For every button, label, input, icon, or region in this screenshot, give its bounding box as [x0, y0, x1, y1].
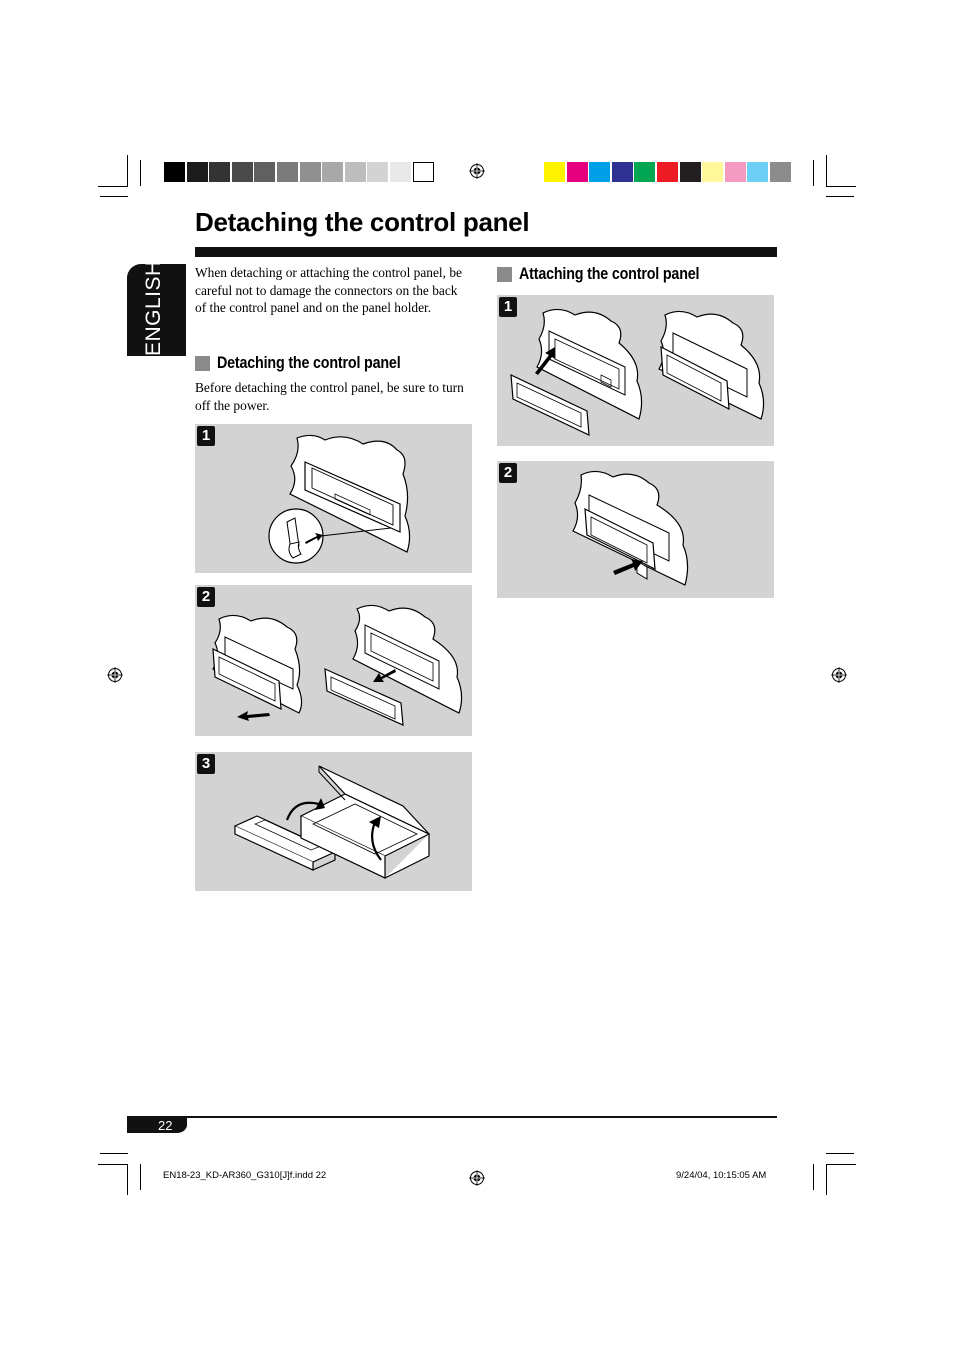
crop-mark — [98, 186, 128, 187]
footer-rule — [127, 1116, 777, 1118]
color-swatch — [589, 162, 610, 182]
attach-step-1-drawing — [497, 295, 774, 446]
crop-mark — [140, 1164, 141, 1190]
timestamp: 9/24/04, 10:15:05 AM — [676, 1170, 767, 1181]
attaching-heading — [497, 263, 734, 285]
crop-mark — [127, 155, 128, 186]
intro-text: When detaching or attaching the control panel, be careful not to damage the connectors on the back of the control panel and on the panel holder. — [195, 265, 462, 316]
detach-step-2-drawing — [195, 585, 472, 736]
color-swatch — [657, 162, 678, 182]
crop-mark — [826, 1164, 827, 1195]
crop-mark — [127, 1164, 128, 1195]
crop-mark — [813, 1164, 814, 1190]
detach-step-1-illustration — [195, 424, 472, 573]
color-swatch — [277, 162, 298, 182]
heading-square-icon — [195, 356, 210, 371]
color-swatch — [634, 162, 655, 182]
crop-mark — [140, 160, 141, 186]
step-number-badge: 1 — [197, 426, 215, 446]
attach-step-1-illustration — [497, 295, 774, 446]
crop-mark — [826, 155, 827, 186]
step-number-badge: 1 — [499, 297, 517, 317]
color-swatch — [544, 162, 565, 182]
color-swatch — [345, 162, 366, 182]
detaching-heading-text: Detaching the control panel — [217, 353, 401, 372]
page-title: Detaching the control panel — [195, 207, 530, 237]
detaching-heading — [195, 352, 435, 374]
registration-mark-icon — [831, 667, 847, 683]
page-number: 22 — [158, 1118, 173, 1133]
color-swatch — [232, 162, 253, 182]
detach-step-1-drawing — [195, 424, 472, 573]
detach-step-3-illustration — [195, 752, 472, 891]
detach-step-2-illustration — [195, 585, 472, 736]
attach-step-2-drawing — [497, 461, 774, 598]
heading-square-icon — [497, 267, 512, 282]
registration-mark-icon — [107, 667, 123, 683]
color-swatch — [725, 162, 746, 182]
crop-mark — [98, 1164, 128, 1165]
color-swatch — [322, 162, 343, 182]
step-number-badge: 3 — [197, 754, 215, 774]
color-swatch — [702, 162, 723, 182]
color-swatch — [187, 162, 208, 182]
color-swatch — [680, 162, 701, 182]
crop-mark — [100, 196, 128, 197]
crop-mark — [826, 1164, 856, 1165]
color-swatch — [567, 162, 588, 182]
file-slug: EN18-23_KD-AR360_G310[J]f.indd 22 — [163, 1170, 327, 1181]
color-swatch — [770, 162, 791, 182]
color-swatch — [367, 162, 388, 182]
crop-mark — [826, 186, 856, 187]
page-number-tab — [127, 1118, 187, 1133]
registration-mark-icon — [469, 1170, 485, 1186]
crop-mark — [826, 196, 854, 197]
crop-mark — [813, 160, 814, 186]
step-number-badge: 2 — [499, 463, 517, 483]
color-swatch — [164, 162, 185, 182]
color-swatch — [300, 162, 321, 182]
registration-mark-icon — [469, 163, 485, 179]
crop-mark — [826, 1153, 854, 1154]
color-swatch — [747, 162, 768, 182]
color-swatch — [612, 162, 633, 182]
color-swatch — [254, 162, 275, 182]
language-tab-label: ENGLISH — [142, 260, 165, 356]
attaching-heading-text: Attaching the control panel — [519, 264, 700, 283]
attach-step-2-illustration — [497, 461, 774, 598]
crop-mark — [100, 1153, 128, 1154]
step-number-badge: 2 — [197, 587, 215, 607]
color-swatch — [390, 162, 411, 182]
grayscale-color-bar — [164, 162, 435, 182]
color-swatch — [413, 162, 434, 182]
process-color-bar — [544, 162, 793, 182]
detach-step-3-drawing — [195, 752, 472, 891]
color-swatch — [209, 162, 230, 182]
title-rule — [195, 247, 777, 257]
detaching-note: Before detaching the control panel, be sure to turn off the power. — [195, 380, 464, 413]
